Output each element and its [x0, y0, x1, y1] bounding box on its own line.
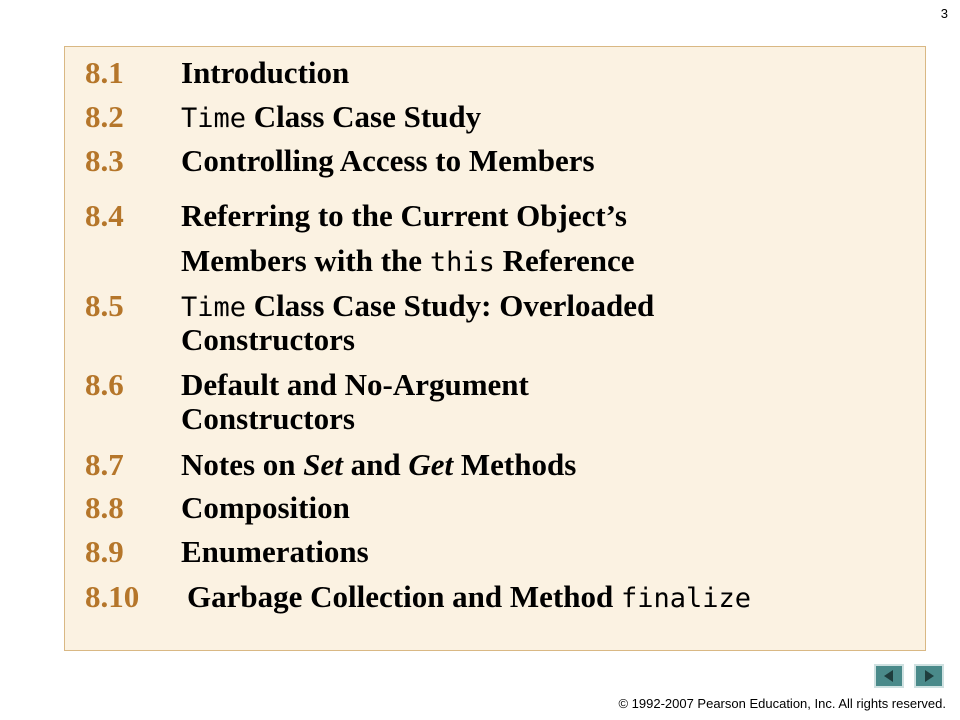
previous-slide-button[interactable] — [874, 664, 904, 688]
toc-title: Controlling Access to Members — [181, 143, 595, 178]
toc-title: Garbage Collection and Method finalize — [187, 579, 752, 614]
toc-title-continued: Constructors — [181, 322, 355, 357]
table-of-contents — [64, 46, 926, 651]
toc-title: Default and No-Argument — [181, 367, 529, 402]
page-number: 3 — [940, 6, 948, 21]
toc-title: Referring to the Current Object’s — [181, 198, 627, 233]
code-term: this — [429, 247, 495, 278]
toc-number: 8.4 — [85, 198, 124, 233]
toc-title: Composition — [181, 490, 350, 525]
toc-title: Time Class Case Study: Overloaded — [181, 288, 655, 323]
toc-number: 8.7 — [85, 447, 124, 482]
toc-number: 8.6 — [85, 367, 124, 402]
toc-number: 8.2 — [85, 99, 124, 134]
code-term: Time — [181, 103, 247, 134]
toc-title: Notes on Set and Get Methods — [181, 447, 577, 482]
code-term: Time — [181, 292, 247, 323]
toc-number: 8.9 — [85, 534, 124, 569]
toc-title: Introduction — [181, 55, 350, 90]
toc-number: 8.3 — [85, 143, 124, 178]
toc-title-continued: Members with the this Reference — [181, 243, 635, 278]
toc-title-continued: Constructors — [181, 401, 355, 436]
toc-number: 8.5 — [85, 288, 124, 323]
triangle-right-icon — [916, 666, 942, 686]
toc-number: 8.1 — [85, 55, 124, 90]
code-term: finalize — [621, 583, 752, 614]
copyright-icon: © — [618, 696, 629, 711]
next-slide-button[interactable] — [914, 664, 944, 688]
triangle-left-icon — [876, 666, 902, 686]
toc-title: Enumerations — [181, 534, 369, 569]
toc-number: 8.10 — [85, 579, 140, 614]
toc-number: 8.8 — [85, 490, 124, 525]
copyright-notice: © 1992-2007 Pearson Education, Inc. All rights reserved. — [618, 696, 946, 711]
toc-title: Time Class Case Study — [181, 99, 482, 134]
